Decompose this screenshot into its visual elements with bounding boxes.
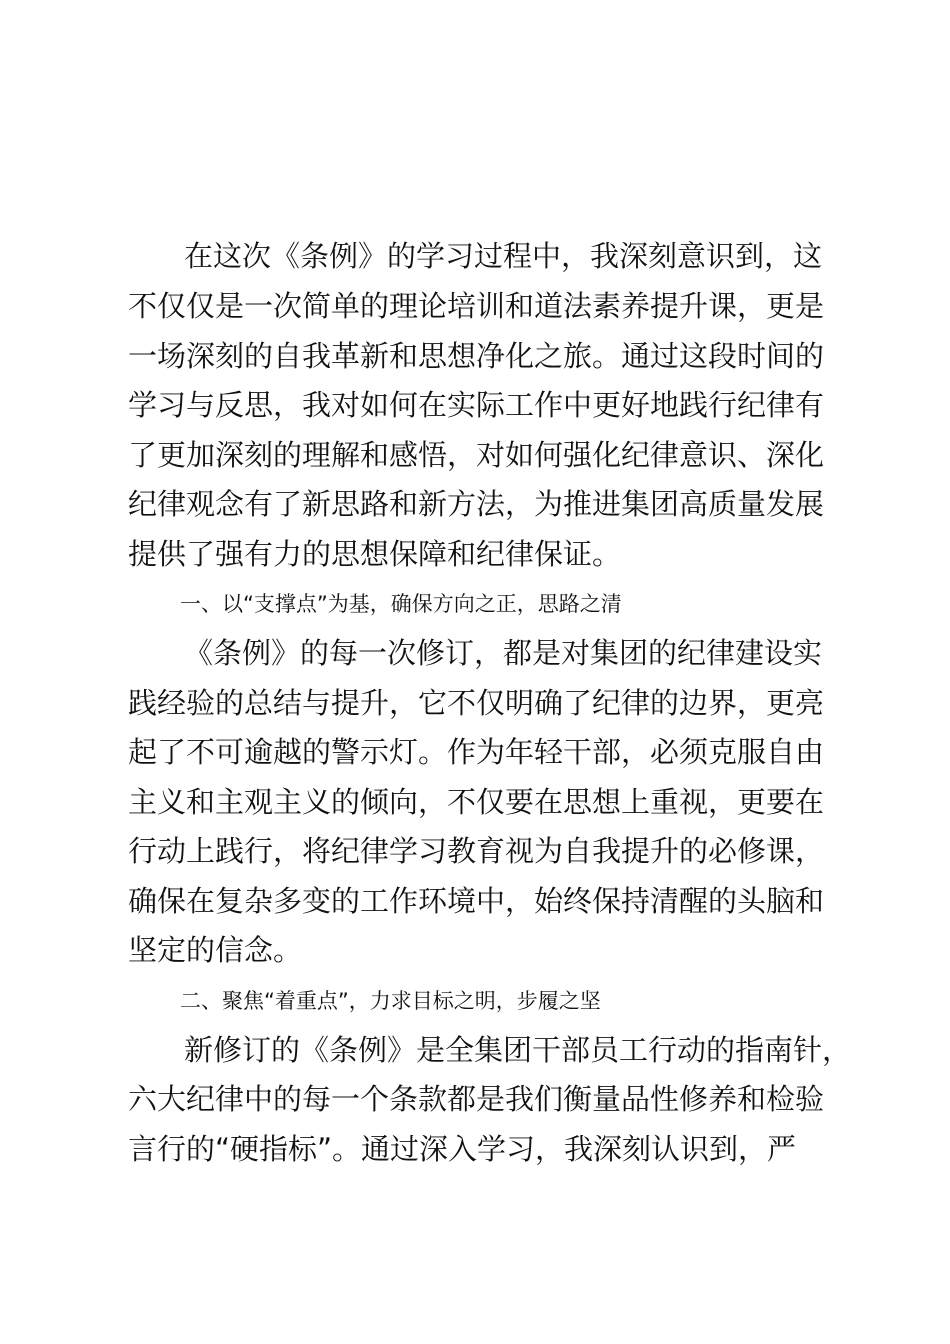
paragraph-line: 在这次《条例》的学习过程中，我深刻意识到，这: [184, 239, 823, 273]
paragraph-line: 起了不可逾越的警示灯。作为年轻干部，必须克服自由: [128, 735, 825, 769]
paragraph-line: 言行的“硬指标”。通过深入学习，我深刻认识到，严: [128, 1132, 797, 1166]
paragraph-line: 纪律观念有了新思路和新方法，为推进集团高质量发展: [128, 487, 825, 521]
paragraph-line: 一场深刻的自我革新和思想净化之旅。通过这段时间的: [128, 339, 825, 373]
paragraph-line: 六大纪律中的每一个条款都是我们衡量品性修养和检验: [128, 1082, 825, 1116]
paragraph-line: 主义和主观主义的倾向，不仅要在思想上重视，更要在: [128, 785, 825, 819]
paragraph-line: 行动上践行，将纪律学习教育视为自我提升的必修课，: [128, 834, 825, 868]
paragraph-line: 确保在复杂多变的工作环境中，始终保持清醒的头脑和: [128, 884, 825, 918]
paragraph-line: 坚定的信念。: [128, 933, 303, 967]
paragraph-line: 学习与反思，我对如何在实际工作中更好地践行纪律有: [128, 388, 825, 422]
paragraph-line: 提供了强有力的思想保障和纪律保证。: [128, 537, 622, 571]
paragraph-line: 新修订的《条例》是全集团干部员工行动的指南针，: [184, 1033, 852, 1067]
section-heading-2: 二、聚焦“着重点”，力求目标之明，步履之坚: [180, 989, 601, 1013]
paragraph-line: 不仅仅是一次简单的理论培训和道法素养提升课，更是: [128, 289, 825, 323]
paragraph-line: 践经验的总结与提升，它不仅明确了纪律的边界，更亮: [128, 686, 825, 720]
paragraph-line: 了更加深刻的理解和感悟，对如何强化纪律意识、深化: [128, 438, 825, 472]
paragraph-line: 《条例》的每一次修订，都是对集团的纪律建设实: [184, 636, 823, 670]
section-heading-1: 一、以“支撑点”为基，确保方向之正，思路之清: [180, 592, 622, 616]
